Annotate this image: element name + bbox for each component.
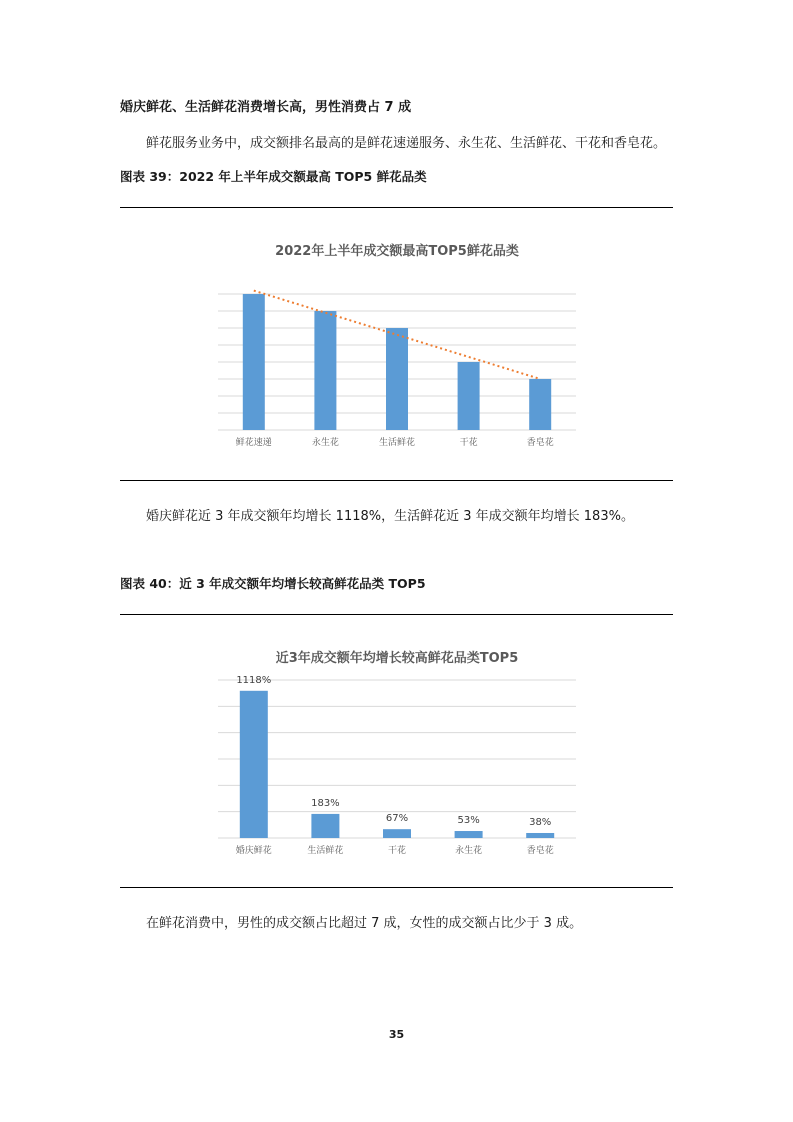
- x-tick-label: 永生花: [455, 846, 483, 856]
- x-tick-label: 婚庆鲜花: [235, 846, 272, 856]
- figure-39-top-rule: [120, 207, 673, 208]
- data-label: 1118%: [236, 674, 272, 686]
- figure-40-bottom-rule: [120, 887, 673, 888]
- bar: [314, 311, 336, 430]
- chart-top5-categories: [120, 212, 673, 476]
- data-label: 53%: [457, 815, 480, 827]
- bar: [240, 691, 268, 838]
- bar: [458, 362, 480, 430]
- bar: [529, 379, 551, 430]
- paragraph-growth: 婚庆鲜花近 3 年成交额年均增长 1118%，生活鲜花近 3 年成交额年均增长 183%。: [146, 509, 634, 524]
- section-heading: 婚庆鲜花、生活鲜花消费增长高，男性消费占 7 成: [120, 100, 412, 115]
- figure-40-top-rule: [120, 614, 673, 615]
- chart-title: 近3年成交额年均增长较高鲜花品类TOP5: [275, 651, 519, 666]
- bar: [311, 814, 339, 838]
- bar: [243, 294, 265, 430]
- bar: [386, 328, 408, 430]
- x-tick-label: 干花: [459, 438, 478, 448]
- bar: [383, 829, 411, 838]
- figure-39-bottom-rule: [120, 480, 673, 481]
- x-tick-label: 干花: [387, 846, 407, 856]
- bar: [455, 831, 483, 838]
- paragraph-top-categories: 鲜花服务业务中，成交额排名最高的是鲜花速递服务、永生花、生活鲜花、干花和香皂花。: [146, 136, 667, 151]
- data-label: 67%: [385, 813, 409, 825]
- x-tick-label: 鲜花速递: [235, 438, 272, 448]
- data-label: 183%: [311, 797, 340, 809]
- figure-39-title: 图表 39：2022 年上半年成交额最高 TOP5 鲜花品类: [120, 169, 427, 184]
- data-label: 38%: [529, 816, 552, 828]
- page-number: 35: [388, 1028, 405, 1041]
- x-tick-label: 香皂花: [526, 438, 554, 448]
- paragraph-gender: 在鲜花消费中，男性的成交额占比超过 7 成，女性的成交额占比少于 3 成。: [146, 916, 583, 931]
- figure-40-title: 图表 40：近 3 年成交额年均增长较高鲜花品类 TOP5: [120, 576, 426, 591]
- chart-growth-top5: [120, 620, 673, 882]
- x-tick-label: 生活鲜花: [378, 438, 416, 448]
- x-tick-label: 永生花: [311, 438, 339, 448]
- x-tick-label: 生活鲜花: [307, 846, 344, 856]
- bar: [526, 833, 554, 838]
- x-tick-label: 香皂花: [526, 846, 554, 856]
- chart-title: 2022年上半年成交额最高TOP5鲜花品类: [275, 244, 519, 259]
